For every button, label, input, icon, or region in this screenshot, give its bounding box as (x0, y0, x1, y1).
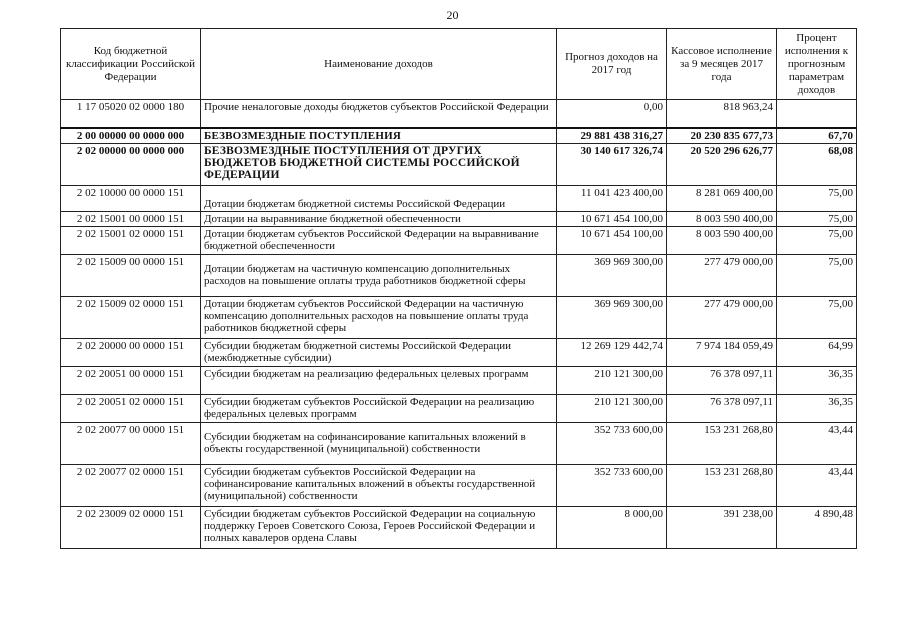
table-row (61, 143, 857, 185)
row-percent (777, 100, 857, 128)
row-percent: 75,00 (777, 226, 857, 254)
table-row (61, 211, 857, 226)
table-row (61, 464, 857, 506)
row-name: Дотации бюджетам на частичную компенсацию дополнительных расходов на повышение оплаты труда работников бюджетной сферы (201, 254, 557, 296)
row-percent: 75,00 (777, 211, 857, 226)
row-forecast: 11 041 423 400,00 (557, 185, 667, 211)
table-row (61, 506, 857, 548)
header-forecast: Прогноз доходов на 2017 год (557, 29, 667, 100)
row-percent: 75,00 (777, 185, 857, 211)
row-code: 2 02 00000 00 0000 000 (61, 143, 201, 185)
row-name: Дотации бюджетам субъектов Российской Федерации на выравнивание бюджетной обеспеченности (201, 226, 557, 254)
row-name: Субсидии бюджетам субъектов Российской Федерации на софинансирование капитальных вложений в объекты государственной (муниципальной) собственности (201, 464, 557, 506)
row-forecast: 369 969 300,00 (557, 296, 667, 338)
row-cash: 153 231 268,80 (667, 464, 777, 506)
table-row (61, 394, 857, 422)
row-forecast: 12 269 129 442,74 (557, 338, 667, 366)
page-number: 20 (446, 8, 459, 22)
table-row (61, 296, 857, 338)
table-row (61, 226, 857, 254)
row-forecast: 352 733 600,00 (557, 464, 667, 506)
row-forecast: 10 671 454 100,00 (557, 226, 667, 254)
row-percent: 43,44 (777, 422, 857, 464)
row-forecast: 0,00 (557, 100, 667, 128)
row-forecast: 29 881 438 316,27 (557, 128, 667, 144)
row-cash: 818 963,24 (667, 100, 777, 128)
row-code: 2 00 00000 00 0000 000 (61, 128, 201, 144)
row-forecast: 352 733 600,00 (557, 422, 667, 464)
row-percent: 75,00 (777, 254, 857, 296)
row-cash: 8 003 590 400,00 (667, 226, 777, 254)
row-name: БЕЗВОЗМЕЗДНЫЕ ПОСТУПЛЕНИЯ ОТ ДРУГИХ БЮДЖЕТОВ БЮДЖЕТНОЙ СИСТЕМЫ РОССИЙСКОЙ ФЕДЕРАЦИИ (201, 143, 557, 185)
table-row (61, 185, 857, 211)
row-cash: 277 479 000,00 (667, 254, 777, 296)
row-forecast: 210 121 300,00 (557, 394, 667, 422)
row-name: БЕЗВОЗМЕЗДНЫЕ ПОСТУПЛЕНИЯ (201, 128, 557, 144)
row-code: 2 02 10000 00 0000 151 (61, 185, 201, 211)
row-name: Субсидии бюджетам субъектов Российской Федерации на реализацию федеральных целевых программ (201, 394, 557, 422)
row-forecast: 10 671 454 100,00 (557, 211, 667, 226)
row-code: 1 17 05020 02 0000 180 (61, 100, 201, 128)
row-name: Дотации бюджетам бюджетной системы Российской Федерации (201, 185, 557, 211)
row-cash: 153 231 268,80 (667, 422, 777, 464)
row-name: Дотации бюджетам субъектов Российской Федерации на частичную компенсацию дополнительных расходов на повышение оплаты труда работников бюджетной сферы (201, 296, 557, 338)
table-header-row (61, 29, 857, 100)
row-cash: 20 520 296 626,77 (667, 143, 777, 185)
row-forecast: 369 969 300,00 (557, 254, 667, 296)
row-percent: 64,99 (777, 338, 857, 366)
table-row (61, 128, 857, 144)
table-row (61, 254, 857, 296)
row-cash: 7 974 184 059,49 (667, 338, 777, 366)
row-code: 2 02 15001 02 0000 151 (61, 226, 201, 254)
row-cash: 8 281 069 400,00 (667, 185, 777, 211)
row-forecast: 8 000,00 (557, 506, 667, 548)
row-code: 2 02 20051 02 0000 151 (61, 394, 201, 422)
row-code: 2 02 20077 00 0000 151 (61, 422, 201, 464)
row-code: 2 02 15009 00 0000 151 (61, 254, 201, 296)
row-percent: 67,70 (777, 128, 857, 144)
row-code: 2 02 15009 02 0000 151 (61, 296, 201, 338)
header-code: Код бюджетной классификации Российской Федерации (61, 29, 201, 100)
header-cash: Кассовое исполнение за 9 месяцев 2017 года (667, 29, 777, 100)
row-name: Субсидии бюджетам на софинансирование капитальных вложений в объекты государственной (муниципальной) собственности (201, 422, 557, 464)
row-percent: 36,35 (777, 394, 857, 422)
row-percent: 68,08 (777, 143, 857, 185)
revenue-table (60, 28, 857, 549)
row-code: 2 02 20077 02 0000 151 (61, 464, 201, 506)
row-code: 2 02 15001 00 0000 151 (61, 211, 201, 226)
row-cash: 277 479 000,00 (667, 296, 777, 338)
row-cash: 391 238,00 (667, 506, 777, 548)
row-code: 2 02 23009 02 0000 151 (61, 506, 201, 548)
row-percent: 4 890,48 (777, 506, 857, 548)
table-row (61, 366, 857, 394)
row-cash: 8 003 590 400,00 (667, 211, 777, 226)
table-row (61, 100, 857, 128)
row-cash: 76 378 097,11 (667, 366, 777, 394)
row-percent: 36,35 (777, 366, 857, 394)
row-forecast: 30 140 617 326,74 (557, 143, 667, 185)
row-name: Субсидии бюджетам бюджетной системы Российской Федерации (межбюджетные субсидии) (201, 338, 557, 366)
row-name: Субсидии бюджетам на реализацию федеральных целевых программ (201, 366, 557, 394)
row-percent: 43,44 (777, 464, 857, 506)
row-cash: 76 378 097,11 (667, 394, 777, 422)
header-percent: Процент исполнения к прогнозным параметрам доходов (777, 29, 857, 100)
row-percent: 75,00 (777, 296, 857, 338)
header-name: Наименование доходов (201, 29, 557, 100)
table-row (61, 338, 857, 366)
row-name: Прочие неналоговые доходы бюджетов субъектов Российской Федерации (201, 100, 557, 128)
row-code: 2 02 20000 00 0000 151 (61, 338, 201, 366)
row-forecast: 210 121 300,00 (557, 366, 667, 394)
row-code: 2 02 20051 00 0000 151 (61, 366, 201, 394)
row-cash: 20 230 835 677,73 (667, 128, 777, 144)
row-name: Дотации на выравнивание бюджетной обеспеченности (201, 211, 557, 226)
table-row (61, 422, 857, 464)
row-name: Субсидии бюджетам субъектов Российской Федерации на социальную поддержку Героев Советского Союза, Героев Российской Федерации и полных кавалеров ордена Славы (201, 506, 557, 548)
